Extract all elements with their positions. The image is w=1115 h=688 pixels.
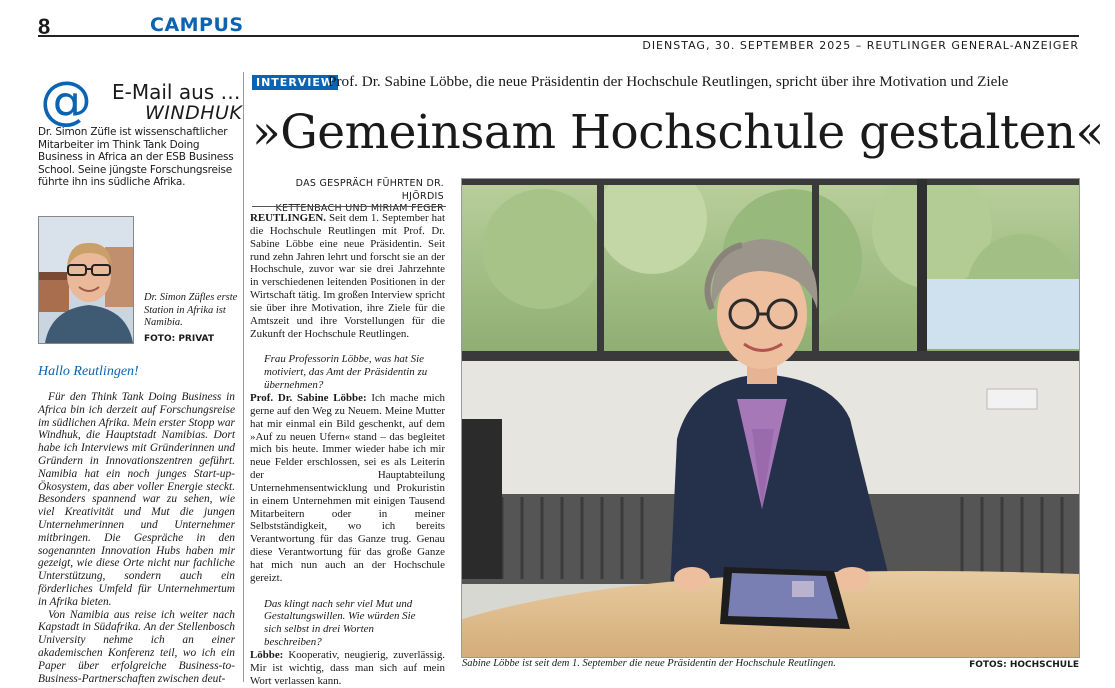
answer-speaker: Prof. Dr. Sabine Löbbe: [250, 391, 367, 404]
email-body [38, 391, 235, 685]
page-number: 8 [38, 14, 51, 39]
article-dateline-place: REUTLINGEN. [250, 212, 326, 224]
article-lead-text: Seit dem 1. September hat die Hochschule Reutlingen mit Prof. Dr. Sabine Löbbe eine neue Präsidentin. Seit rund zehn Jahren lehrt und forscht sie an der Hochschule, zuvor war sie drei Jahrzehnte in verschiedenen leitenden Positionen in der Wirtschaft tätig. Im großen Interview spricht sie über ihre Motivation, ihre Ziele für die Amtszeit und ihre Vorstellungen für die Zukunft der Hochschule Reutlingen. [250, 212, 445, 340]
interview-tag: INTERVIEW [252, 75, 338, 90]
column-place: WINDHUK [145, 102, 243, 124]
author-photo-caption: Dr. Simon Züfles erste Station in Afrika ist Namibia. [144, 292, 238, 328]
answer-text: Ich mache mich gerne auf den Weg zu Neuem. Meine Mutter hat mir einmal ein Bild geschenkt, auf dem »Auf zu neuen Ufern« stand – das begleitet mich bis heute. Immer wieder habe ich mir neue Felder erschlossen, sei es als Leiterin der Hauptabteilung Unternehmensentwicklung und Prokuristin in einem Unternehmen mit einigen Tausend Mitarbeitern oder in meiner Selbstständigkeit, wo ich bereits Verantwortung für das Ganze trug. Genau diese Verantwortung für das große Ganze hat mich nun auch an der Hochschule gereizt. [250, 391, 445, 584]
article-headline: »Gemeinsam Hochschule gestalten« [252, 105, 1104, 160]
answer-speaker: Löbbe: [250, 649, 284, 661]
interview-question: Frau Professorin Löbbe, was hat Sie motiviert, das Amt der Präsidentin zu übernehmen? [264, 353, 428, 392]
author-photo-image [39, 217, 133, 343]
byline-rule [252, 206, 446, 207]
byline-line-1: DAS GESPRÄCH FÜHRTEN DR. HJÖRDIS [295, 178, 444, 202]
author-photo-credit: FOTO: PRIVAT [144, 334, 214, 344]
section-title: CAMPUS [150, 14, 244, 36]
main-photo-credit: FOTOS: HOCHSCHULE [969, 660, 1079, 670]
main-photo-caption: Sabine Löbbe ist seit dem 1. September die neue Präsidentin der Hochschule Reutlingen. [462, 658, 836, 669]
dateline: DIENSTAG, 30. SEPTEMBER 2025 – REUTLINGER GENERAL-ANZEIGER [642, 39, 1079, 52]
article-byline [258, 178, 444, 216]
header-rule [38, 35, 1079, 37]
at-sign-icon: @ [40, 71, 92, 131]
article-kicker: Prof. Dr. Sabine Löbbe, die neue Präsidentin der Hochschule Reutlingen, spricht über ihre Motivation und Ziele [328, 73, 1009, 90]
email-paragraph: Für den Think Tank Doing Business in Africa bin ich derzeit auf Forschungsreise im südlichen Afrika. Mein erster Stopp war Windhuk, die Hauptstadt Namibias. Dort habe ich Interviews mit Gründerinnen und Gründern in Innovationszentren geführt. Namibia hat ein noch junges Start-up-Ökosystem, das aber voller Energie steckt. Besonders spannend war zu sehen, wie viel Kreativität und Mut die jungen Unternehmerinnen und Unternehmer mitbringen. Die Gespräche in den sogenannten Innovation Hubs haben mir gezeigt, wie diese Orte nicht nur fachliche Unterstützung, sondern auch ein förderliches Umfeld für Unternehmertum in Afrika bieten. [38, 391, 235, 608]
main-photo-image [462, 179, 1079, 657]
column-divider [243, 72, 244, 682]
byline-line-2: KETTENBACH UND MIRIAM FEGER [275, 203, 444, 214]
interview-answer [250, 392, 445, 585]
interview-question: Das klingt nach sehr viel Mut und Gestaltungswillen. Wie würden Sie sich selbst in drei Worten beschreiben? [264, 597, 416, 649]
article-lead [250, 212, 445, 340]
email-greeting: Hallo Reutlingen! [38, 364, 139, 379]
email-paragraph: Von Namibia aus reise ich weiter nach Kapstadt in Südafrika. An der Stellenbosch University nehme ich an einer akademischen Konferenz teil, wo ich ein Paper über erfolgreiche Business-to-Business-Partnerschaften zwischen deut- [38, 608, 235, 685]
author-bio: Dr. Simon Züfle ist wissenschaftlicher Mitarbeiter im Think Tank Doing Business in Africa an der ESB Business School. Seine jüngste Forschungsreise führte ihn ins südliche Afrika. [38, 126, 234, 189]
main-photo [461, 178, 1080, 658]
author-photo [38, 216, 134, 344]
article-body [250, 212, 445, 688]
answer-text: Kooperativ, neugierig, zuverlässig. Mir ist wichtig, dass man sich auf mein Wort verlassen kann. [250, 649, 445, 687]
column-title: E-Mail aus … [112, 80, 241, 104]
